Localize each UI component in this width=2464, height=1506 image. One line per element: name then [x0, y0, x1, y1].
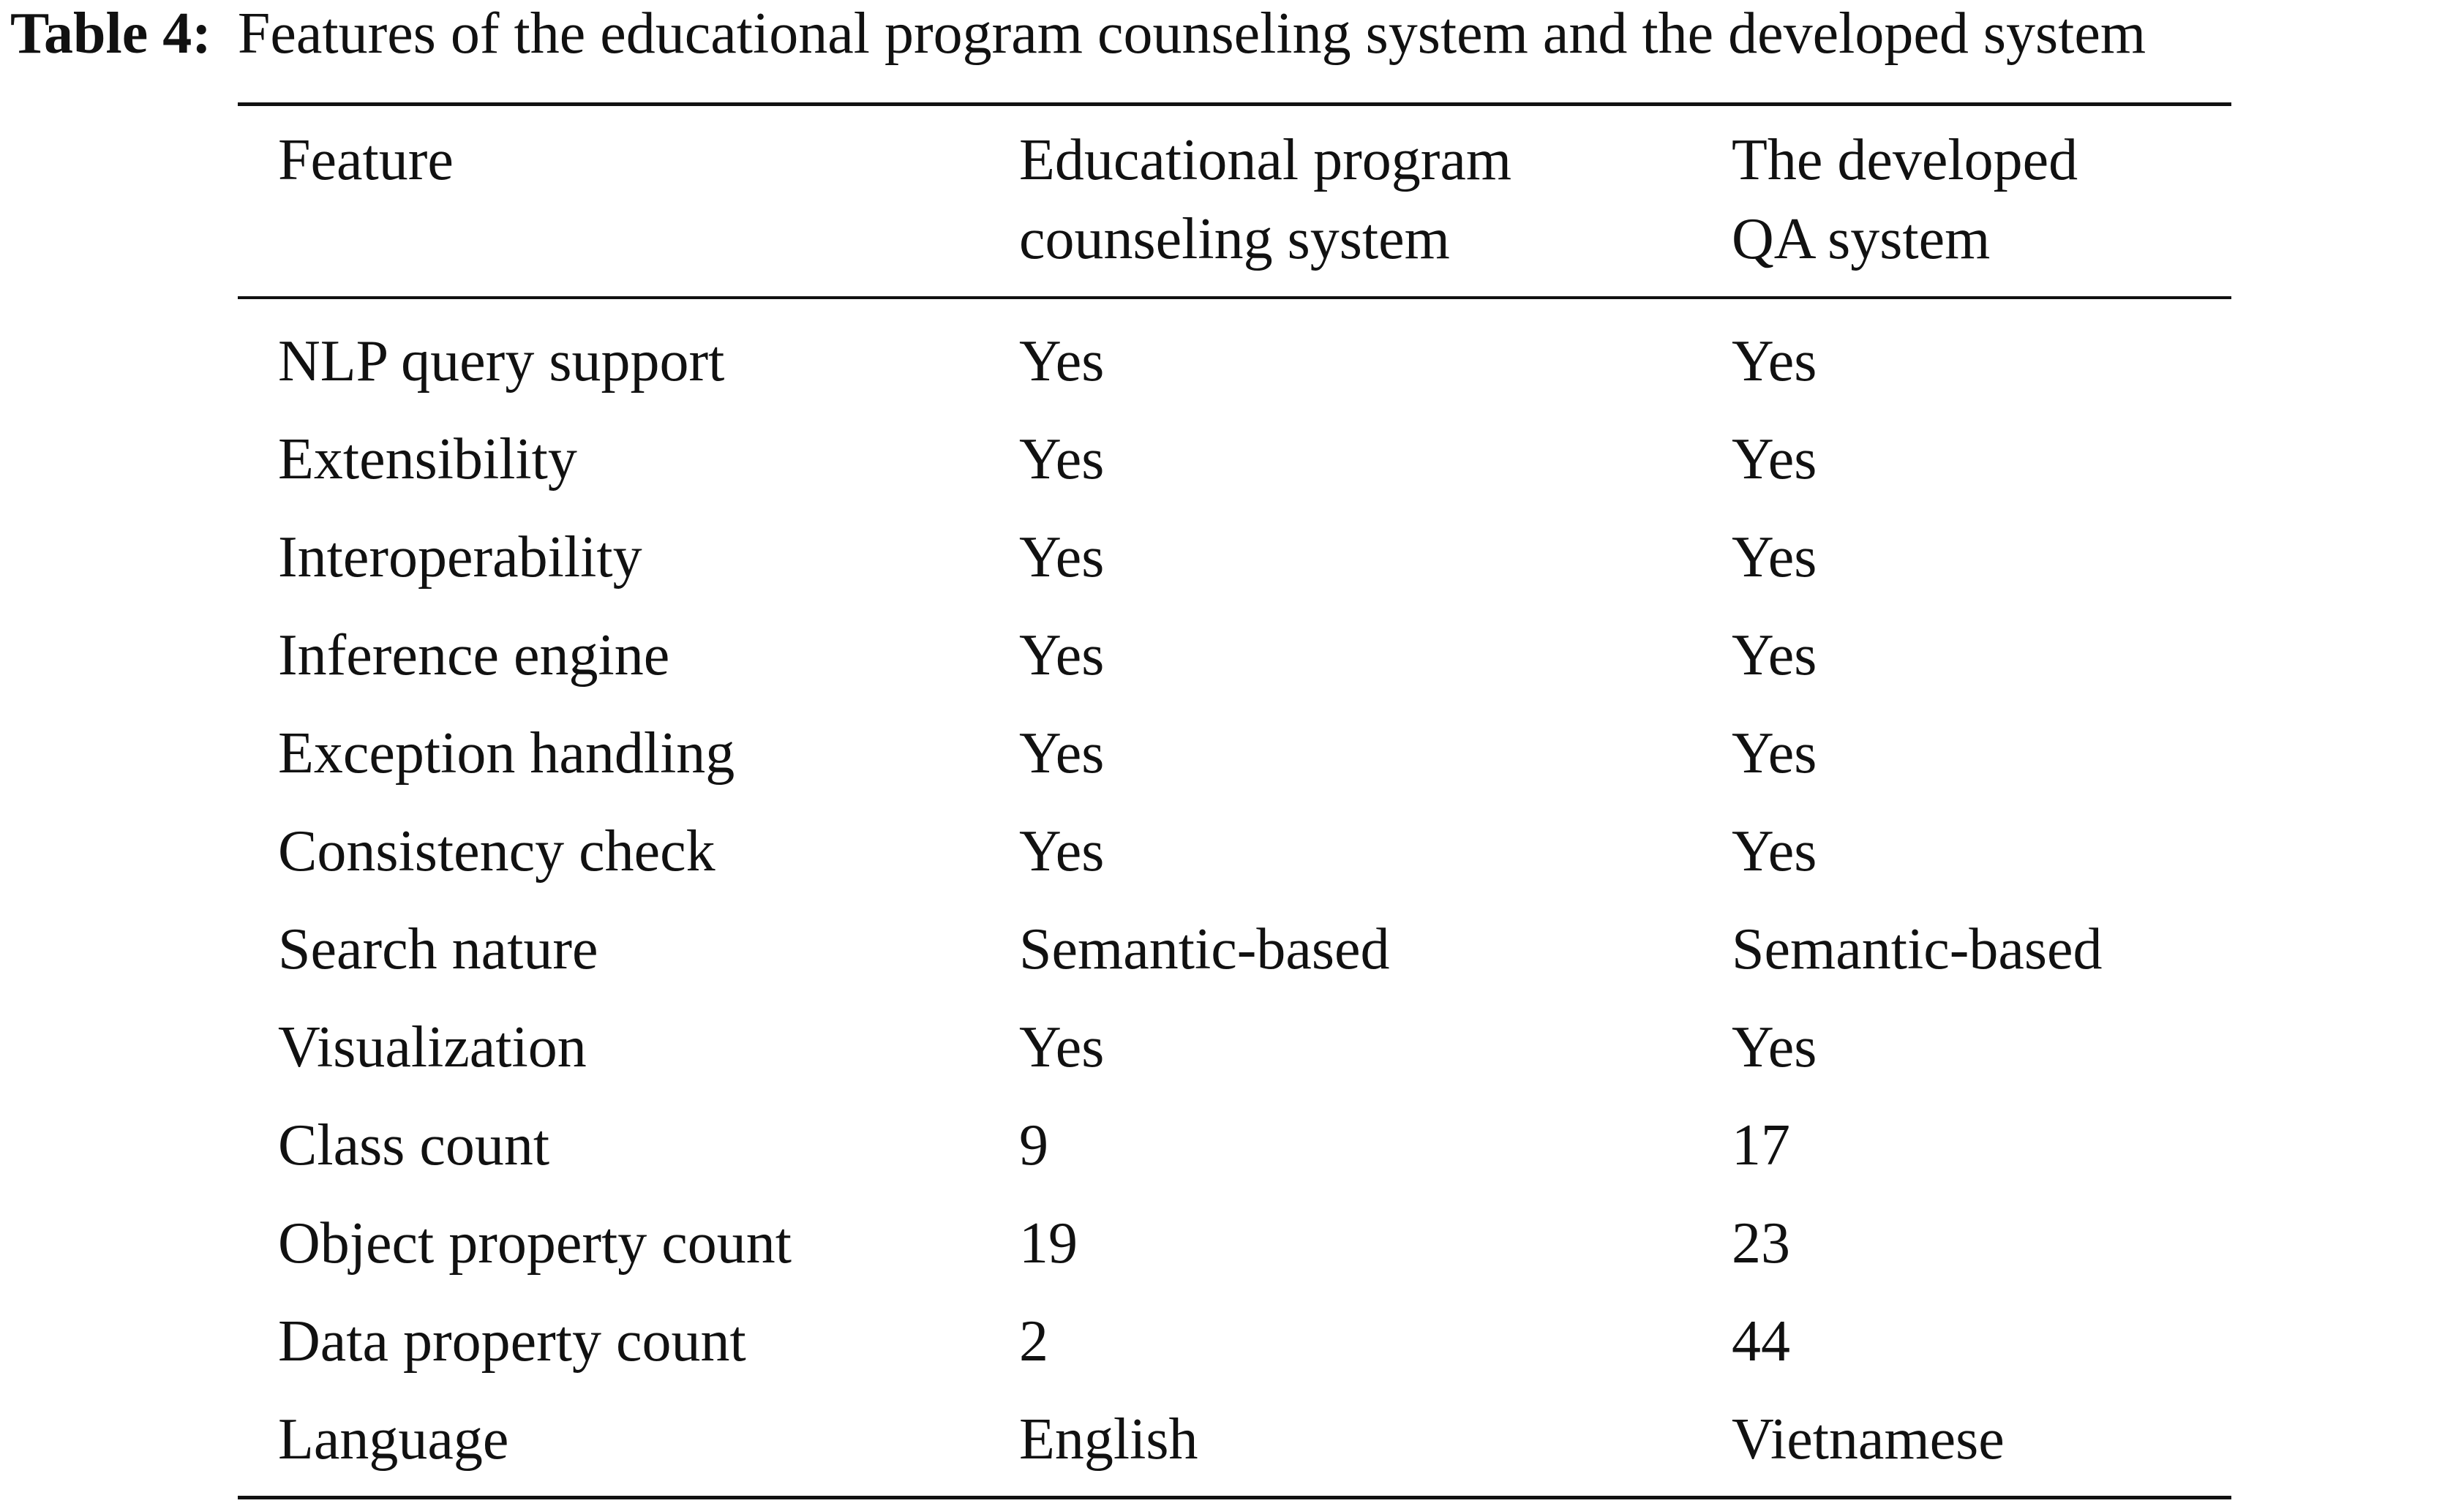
- feature-cell: Language: [278, 1407, 509, 1472]
- table-header-rule: [238, 296, 2231, 299]
- header-col3-line1: The developed: [1732, 128, 2078, 192]
- qa-system-cell: 17: [1732, 1113, 1790, 1178]
- table-row: [0, 900, 2464, 998]
- feature-cell: Object property count: [278, 1211, 792, 1276]
- edu-system-cell: Semantic-based: [1019, 917, 1390, 982]
- qa-system-cell: Yes: [1732, 525, 1817, 590]
- qa-system-cell: 23: [1732, 1211, 1790, 1276]
- feature-cell: Inference engine: [278, 623, 670, 688]
- qa-system-cell: Semantic-based: [1732, 917, 2103, 982]
- qa-system-cell: Vietnamese: [1732, 1407, 2005, 1472]
- feature-cell: NLP query support: [278, 329, 725, 394]
- table-row: [0, 1194, 2464, 1292]
- table-bottom-rule: [238, 1496, 2231, 1499]
- edu-system-cell: Yes: [1019, 525, 1105, 590]
- table-row: [0, 508, 2464, 606]
- table-row: [0, 1390, 2464, 1488]
- table-row: [0, 606, 2464, 704]
- feature-cell: Search nature: [278, 917, 598, 982]
- edu-system-cell: 2: [1019, 1309, 1048, 1374]
- table-caption-label: Table 4:: [10, 1, 211, 66]
- table-caption: [10, 0, 2461, 73]
- header-developed-qa-system: [1732, 121, 2078, 279]
- table-row: [0, 802, 2464, 900]
- edu-system-cell: Yes: [1019, 721, 1105, 786]
- table-row: [0, 704, 2464, 802]
- header-feature-label: Feature: [278, 128, 454, 192]
- qa-system-cell: Yes: [1732, 329, 1817, 394]
- header-feature: [278, 121, 454, 200]
- qa-system-cell: Yes: [1732, 819, 1817, 884]
- feature-cell: Data property count: [278, 1309, 746, 1374]
- header-col3-line2: QA system: [1732, 207, 1991, 271]
- qa-system-cell: Yes: [1732, 623, 1817, 688]
- table-body: [0, 312, 2464, 1488]
- edu-system-cell: Yes: [1019, 819, 1105, 884]
- edu-system-cell: Yes: [1019, 1015, 1105, 1080]
- feature-cell: Extensibility: [278, 427, 577, 492]
- feature-cell: Interoperability: [278, 525, 642, 590]
- header-educational-program-counseling-system: [1019, 121, 1511, 279]
- edu-system-cell: 9: [1019, 1113, 1048, 1178]
- qa-system-cell: Yes: [1732, 427, 1817, 492]
- table-caption-text: Features of the educational program counseling system and the developed system: [237, 1, 2146, 66]
- header-col2-line1: Educational program: [1019, 128, 1512, 192]
- edu-system-cell: 19: [1019, 1211, 1078, 1276]
- table-top-rule: [238, 102, 2231, 106]
- qa-system-cell: Yes: [1732, 1015, 1817, 1080]
- header-col2-line2: counseling system: [1019, 207, 1450, 271]
- feature-cell: Exception handling: [278, 721, 735, 786]
- table-row: [0, 1096, 2464, 1194]
- edu-system-cell: Yes: [1019, 329, 1105, 394]
- feature-cell: Consistency check: [278, 819, 715, 884]
- qa-system-cell: 44: [1732, 1309, 1790, 1374]
- edu-system-cell: Yes: [1019, 623, 1105, 688]
- qa-system-cell: Yes: [1732, 721, 1817, 786]
- table-row: [0, 1292, 2464, 1390]
- table-row: [0, 998, 2464, 1096]
- table-row: [0, 410, 2464, 508]
- table-row: [0, 312, 2464, 410]
- edu-system-cell: Yes: [1019, 427, 1105, 492]
- feature-cell: Visualization: [278, 1015, 587, 1080]
- feature-cell: Class count: [278, 1113, 550, 1178]
- edu-system-cell: English: [1019, 1407, 1198, 1472]
